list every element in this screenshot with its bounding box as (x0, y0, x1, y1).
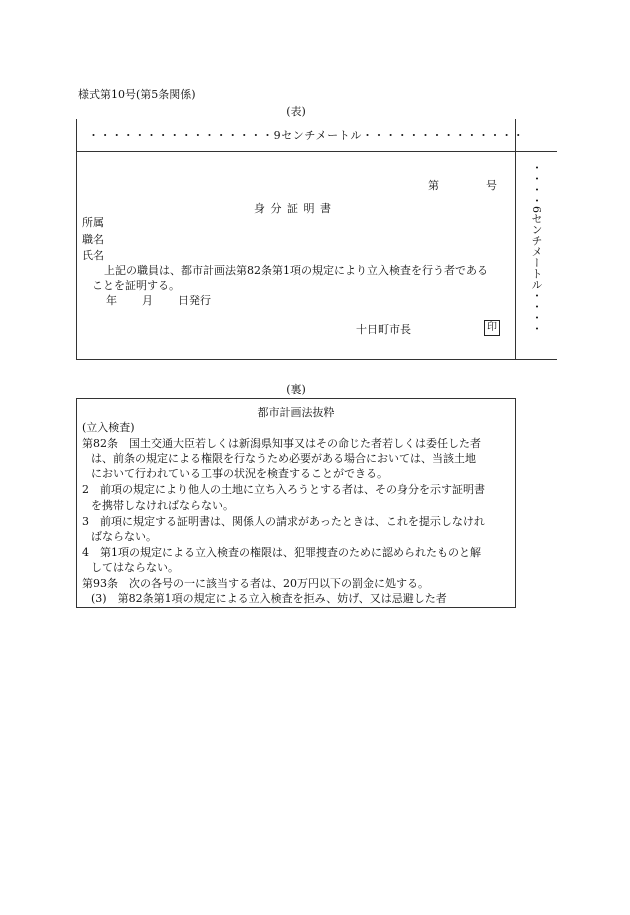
field-position: 職名 (82, 233, 104, 246)
excerpt-line: ばならない。 (91, 530, 157, 543)
front-side-label: (表) (286, 105, 306, 118)
excerpt-line: してはならない。 (91, 561, 179, 574)
excerpt-line: を携帯しなければならない。 (91, 499, 234, 512)
form-number: 様式第10号(第5条関係) (78, 88, 196, 101)
certificate-title: 身 分 証 明 書 (254, 202, 332, 215)
back-bottom-border (76, 607, 516, 608)
excerpt-line: 4 第1項の規定による立入検査の権限は、犯罪捜査のために認められたものと解 (82, 546, 481, 559)
section-heading: (立入検査) (82, 421, 135, 434)
back-top-border (76, 398, 516, 399)
certificate-body-line-1: 上記の職員は、都市計画法第82条第1項の規定により立入検査を行う者である (104, 264, 488, 277)
front-left-border (76, 119, 77, 359)
front-bottom-border (76, 359, 557, 360)
height-dimension: ・・・・6センチメートル・・・・ (530, 162, 543, 334)
width-dimension: ・・・・・・・・・・・・・・・・9センチメートル・・・・・・・・・・・・・・ (88, 129, 525, 142)
back-right-border (515, 398, 516, 608)
excerpt-line: (3) 第82条第1項の規定による立入検査を拒み、妨げ、又は忌避した者 (91, 592, 447, 605)
excerpt-line: は、前条の規定による権限を行なうため必要がある場合においては、当該土地 (91, 452, 476, 465)
issuer: 十日町市長 (356, 323, 411, 336)
excerpt-line: 3 前項に規定する証明書は、関係人の請求があったときは、これを提示しなけれ (82, 515, 485, 528)
field-name: 氏名 (82, 249, 104, 262)
excerpt-line: において行われている工事の状況を検査することができる。 (91, 467, 388, 480)
seal-stamp: 印 (484, 320, 500, 336)
excerpt-line: 2 前項の規定により他人の土地に立ち入ろうとする者は、その身分を示す証明書 (82, 483, 485, 496)
excerpt-title: 都市計画法抜粋 (257, 406, 335, 419)
excerpt-line: 第82条 国土交通大臣若しくは新潟県知事又はその命じた者若しくは委任した者 (82, 437, 481, 450)
issue-day: 日発行 (178, 294, 211, 307)
back-side-label: (裏) (286, 383, 306, 396)
number-prefix: 第 (428, 179, 439, 192)
issue-month: 月 (142, 294, 153, 307)
excerpt-line: 第93条 次の各号の一に該当する者は、20万円以下の罰金に処する。 (82, 577, 429, 590)
field-affiliation: 所属 (82, 216, 104, 229)
front-right-border (515, 119, 516, 359)
front-top-border (76, 151, 557, 152)
back-left-border (76, 398, 77, 608)
number-suffix: 号 (486, 179, 497, 192)
certificate-body-line-2: ことを証明する。 (92, 279, 180, 292)
issue-year: 年 (106, 294, 117, 307)
